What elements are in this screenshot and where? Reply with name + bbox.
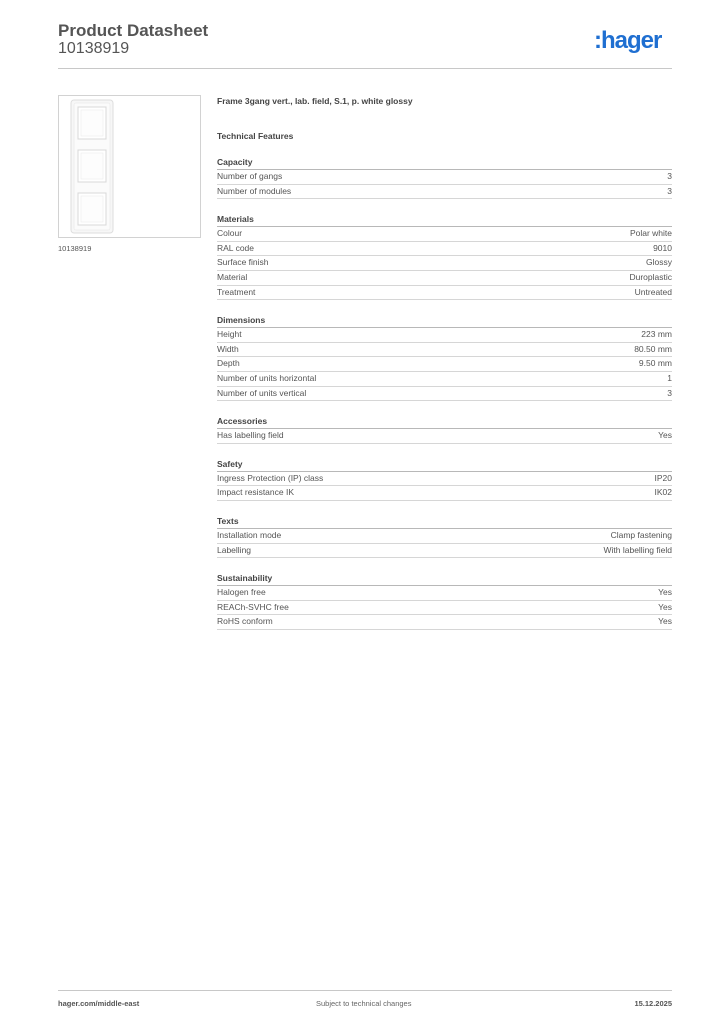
spec-value: 1 <box>667 372 672 383</box>
footer-divider <box>58 990 672 991</box>
spec-label: Number of modules <box>217 185 292 196</box>
spec-row <box>217 387 672 402</box>
image-caption: 10138919 <box>58 244 92 253</box>
spec-value: IP20 <box>654 472 672 483</box>
spec-value: 9010 <box>653 242 672 253</box>
spec-label: Impact resistance IK <box>217 487 295 498</box>
spec-row <box>217 529 672 544</box>
section-title: Safety <box>217 458 672 472</box>
header-divider <box>58 68 672 69</box>
page-title: Product Datasheet <box>58 21 209 40</box>
spec-section <box>217 515 672 558</box>
spec-row <box>217 286 672 301</box>
spec-value: 80.50 mm <box>634 343 672 354</box>
footer-date: 15.12.2025 <box>634 999 672 1008</box>
spec-label: Colour <box>217 228 243 239</box>
spec-value: Yes <box>658 616 672 627</box>
spec-row <box>217 544 672 559</box>
spec-label: Halogen free <box>217 587 266 598</box>
spec-row <box>217 486 672 501</box>
hager-logo <box>594 26 674 56</box>
spec-row <box>217 271 672 286</box>
spec-value: 3 <box>667 387 672 398</box>
spec-value: Yes <box>658 430 672 441</box>
spec-label: Number of gangs <box>217 171 283 181</box>
section-title: Sustainability <box>217 572 672 586</box>
spec-row <box>217 343 672 358</box>
spec-label: RAL code <box>217 242 255 253</box>
product-image <box>58 95 201 238</box>
specification-area <box>217 95 672 630</box>
spec-section <box>217 314 672 401</box>
product-description: Frame 3gang vert., lab. field, S.1, p. white glossy <box>217 96 413 106</box>
spec-value: 3 <box>667 171 672 181</box>
spec-row <box>217 586 672 601</box>
footer-notice: Subject to technical changes <box>316 999 412 1008</box>
spec-label: Depth <box>217 358 240 369</box>
spec-label: Has labelling field <box>217 430 284 441</box>
spec-section <box>217 156 672 199</box>
spec-row <box>217 185 672 200</box>
spec-label: RoHS conform <box>217 616 273 627</box>
spec-label: Installation mode <box>217 529 282 540</box>
spec-label: Number of units vertical <box>217 387 307 398</box>
spec-row <box>217 357 672 372</box>
spec-row <box>217 372 672 387</box>
spec-label: Ingress Protection (IP) class <box>217 472 324 483</box>
spec-value: 3 <box>667 185 672 196</box>
spec-row <box>217 227 672 242</box>
spec-section <box>217 415 672 444</box>
spec-label: Treatment <box>217 286 256 297</box>
spec-value: Polar white <box>629 228 672 239</box>
spec-label: Height <box>217 329 242 340</box>
spec-value: Glossy <box>646 257 672 268</box>
spec-value: Yes <box>658 601 672 612</box>
article-number: 10138919 <box>58 40 130 57</box>
spec-value: Yes <box>658 587 672 598</box>
spec-value: With labelling field <box>603 544 672 555</box>
spec-section <box>217 458 672 501</box>
spec-row <box>217 328 672 343</box>
spec-row <box>217 256 672 271</box>
spec-value: Untreated <box>634 286 672 297</box>
spec-label: Labelling <box>217 544 252 555</box>
spec-section <box>217 213 672 300</box>
section-title: Materials <box>217 213 672 227</box>
footer-website: hager.com/middle-east <box>58 999 140 1008</box>
spec-label: Surface finish <box>217 257 269 268</box>
section-title: Accessories <box>217 415 672 429</box>
spec-value: 223 mm <box>641 329 672 340</box>
spec-label: Number of units horizontal <box>217 372 317 383</box>
spec-value: 9.50 mm <box>638 358 672 369</box>
spec-row <box>217 242 672 257</box>
section-title: Dimensions <box>217 314 672 328</box>
section-title: Capacity <box>217 156 672 170</box>
three-gang-frame-icon <box>59 96 200 237</box>
spec-row <box>217 472 672 487</box>
spec-value: Duroplastic <box>629 271 672 282</box>
spec-sections <box>217 156 672 630</box>
logo-text: :hager <box>594 27 662 54</box>
spec-row <box>217 615 672 630</box>
spec-value: IK02 <box>654 487 672 498</box>
spec-row <box>217 601 672 616</box>
spec-label: REACh-SVHC free <box>217 601 289 612</box>
spec-value: Clamp fastening <box>610 529 672 540</box>
spec-label: Material <box>217 271 248 282</box>
spec-section <box>217 572 672 630</box>
spec-row <box>217 429 672 444</box>
section-title: Texts <box>217 515 672 529</box>
spec-label: Width <box>217 343 239 354</box>
spec-row <box>217 170 672 185</box>
technical-features-heading: Technical Features <box>217 131 294 141</box>
